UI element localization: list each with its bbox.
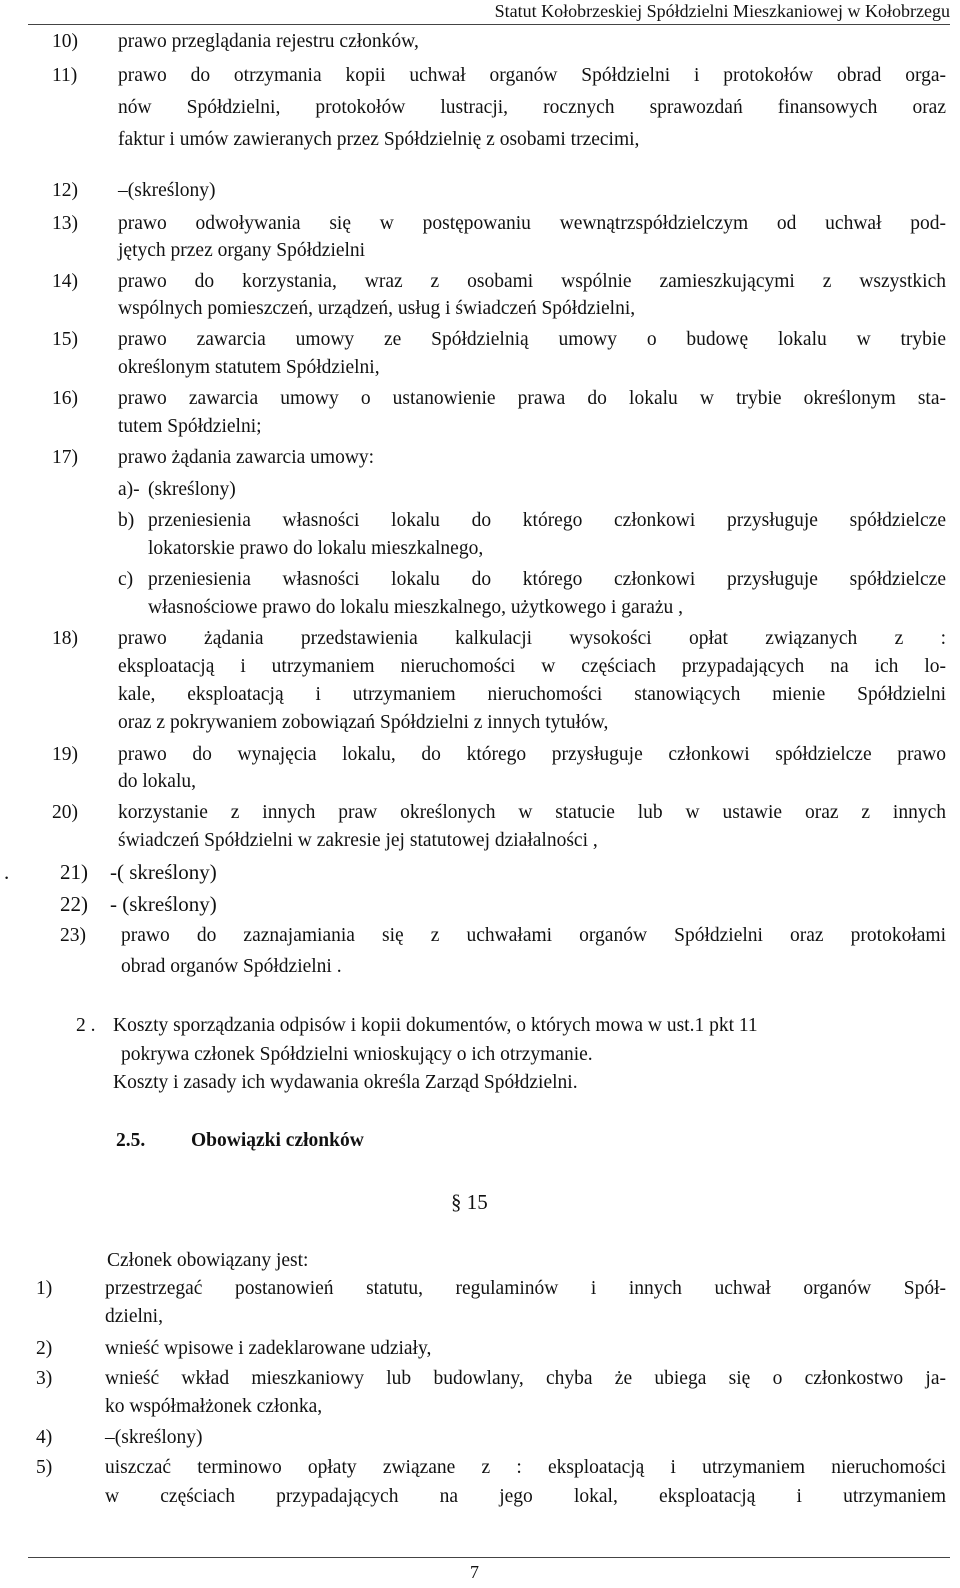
item-text: do lokalu, [118, 771, 196, 792]
item-number: 13) [52, 213, 78, 234]
duty-text: dzielni, [105, 1306, 163, 1327]
item-text: faktur i umów zawieranych przez Spółdzielnię z osobami trzecimi, [118, 129, 640, 150]
item-number: 14) [52, 271, 78, 292]
duty-number: 1) [36, 1278, 53, 1299]
item-text: prawo do wynajęcia lokalu, do którego przysługuje członkowi spółdzielcze prawo [118, 744, 946, 765]
paragraph-text: Koszty i zasady ich wydawania określa Zarząd Spółdzielni. [113, 1072, 578, 1093]
item-number: 17) [52, 447, 78, 468]
page-header: Statut Kołobrzeskiej Spółdzielni Mieszkaniowej w Kołobrzegu [494, 1, 950, 21]
item-text: prawo żądania zawarcia umowy: [118, 447, 375, 468]
section-title: Obowiązki członków [191, 1130, 364, 1151]
item-number: 12) [52, 180, 78, 201]
item-text: wspólnych pomieszczeń, urządzeń, usług i świadczeń Spółdzielni, [118, 298, 636, 319]
paragraph-text: pokrywa członek Spółdzielni wnioskujący o ich otrzymanie. [121, 1044, 593, 1065]
duty-number: 3) [36, 1368, 53, 1389]
item-number: 21) [60, 860, 88, 884]
paragraph-number: 2 . [76, 1015, 96, 1036]
paragraph-text: Koszty sporządzania odpisów i kopii dokumentów, o których mowa w ust.1 pkt 11 [113, 1015, 758, 1036]
item-text: korzystanie z innych praw określonych w statucie lub w ustawie oraz z innych [118, 802, 946, 823]
item-text: prawo do zaznajamiania się z uchwałami organów Spółdzielni oraz protokołami [121, 925, 946, 946]
item-text: prawo żądania przedstawienia kalkulacji wysokości opłat związanych z : [118, 628, 946, 649]
item-text: prawo do korzystania, wraz z osobami wspólnie zamieszkującymi z wszystkich [118, 271, 946, 292]
item-text: prawo zawarcia umowy o ustanowienie prawa do lokalu w trybie określonym sta- [118, 388, 946, 409]
subitem-text: (skreślony) [148, 479, 236, 500]
item-text: –(skreślony) [118, 180, 216, 201]
subitem-letter: a)- [118, 479, 140, 500]
item-text: tutem Spółdzielni; [118, 416, 262, 437]
subitem-text: przeniesienia własności lokalu do którego członkowi przysługuje spółdzielcze [148, 510, 946, 531]
item-number: 19) [52, 744, 78, 765]
item-text: obrad organów Spółdzielni . [121, 956, 342, 977]
item-text: prawo do otrzymania kopii uchwał organów Spółdzielni i protokołów obrad orga- [118, 65, 946, 86]
paragraph-mark: § 15 [451, 1190, 488, 1214]
intro-text: Członek obowiązany jest: [107, 1250, 309, 1271]
item-text: prawo przeglądania rejestru członków, [118, 31, 419, 52]
item-text: eksploatacją i utrzymaniem nieruchomości w częściach przypadających na ich lo- [118, 656, 946, 677]
duty-text: przestrzegać postanowień statutu, regulaminów i innych uchwał organów Spół- [105, 1278, 946, 1299]
duty-number: 4) [36, 1427, 53, 1448]
subitem-text: własnościowe prawo do lokalu mieszkalnego, użytkowego i garażu , [148, 597, 684, 618]
item-text: -( skreślony) [110, 860, 217, 884]
stray-dot: . [4, 860, 10, 884]
item-number: 11) [52, 65, 78, 86]
item-number: 22) [60, 892, 88, 916]
item-text: określonym statutem Spółdzielni, [118, 357, 380, 378]
duty-text: wnieść wkład mieszkaniowy lub budowlany, chyba że ubiega się o członkostwo ja- [105, 1368, 946, 1389]
item-text: prawo odwoływania się w postępowaniu wewnątrzspółdzielczym od uchwał pod- [118, 213, 946, 234]
duty-number: 5) [36, 1457, 53, 1478]
item-number: 16) [52, 388, 78, 409]
item-text: świadczeń Spółdzielni w zakresie jej statutowej działalności , [118, 830, 598, 851]
item-number: 23) [60, 925, 86, 946]
item-text: - (skreślony) [110, 892, 217, 916]
duty-number: 2) [36, 1338, 53, 1359]
item-text: oraz z pokrywaniem zobowiązań Spółdzielni z innych tytułów, [118, 712, 609, 733]
duty-text: w częściach przypadających na jego lokal, eksploatacją i utrzymaniem [105, 1486, 946, 1507]
duty-text: wnieść wpisowe i zadeklarowane udziały, [105, 1338, 432, 1359]
subitem-text: przeniesienia własności lokalu do którego członkowi przysługuje spółdzielcze [148, 569, 946, 590]
item-text: jętych przez organy Spółdzielni [118, 240, 366, 261]
item-text: prawo zawarcia umowy ze Spółdzielnią umowy o budowę lokalu w trybie [118, 329, 946, 350]
item-number: 18) [52, 628, 78, 649]
section-number: 2.5. [116, 1130, 146, 1151]
duty-text: ko współmałżonek członka, [105, 1396, 323, 1417]
item-number: 15) [52, 329, 78, 350]
page-number: 7 [470, 1562, 479, 1582]
footer-rule [28, 1557, 950, 1558]
header-rule [28, 24, 950, 25]
subitem-letter: c) [118, 569, 134, 590]
item-number: 10) [52, 31, 78, 52]
subitem-letter: b) [118, 510, 135, 531]
item-text: kale, eksploatacją i utrzymaniem nieruchomości stanowiących mienie Spółdzielni [118, 684, 946, 705]
duty-text: uiszczać terminowo opłaty związane z : eksploatacją i utrzymaniem nieruchomości [105, 1457, 946, 1478]
item-text: nów Spółdzielni, protokołów lustracji, rocznych sprawozdań finansowych oraz [118, 97, 946, 118]
subitem-text: lokatorskie prawo do lokalu mieszkalnego, [148, 538, 484, 559]
duty-text: –(skreślony) [105, 1427, 203, 1448]
item-number: 20) [52, 802, 78, 823]
